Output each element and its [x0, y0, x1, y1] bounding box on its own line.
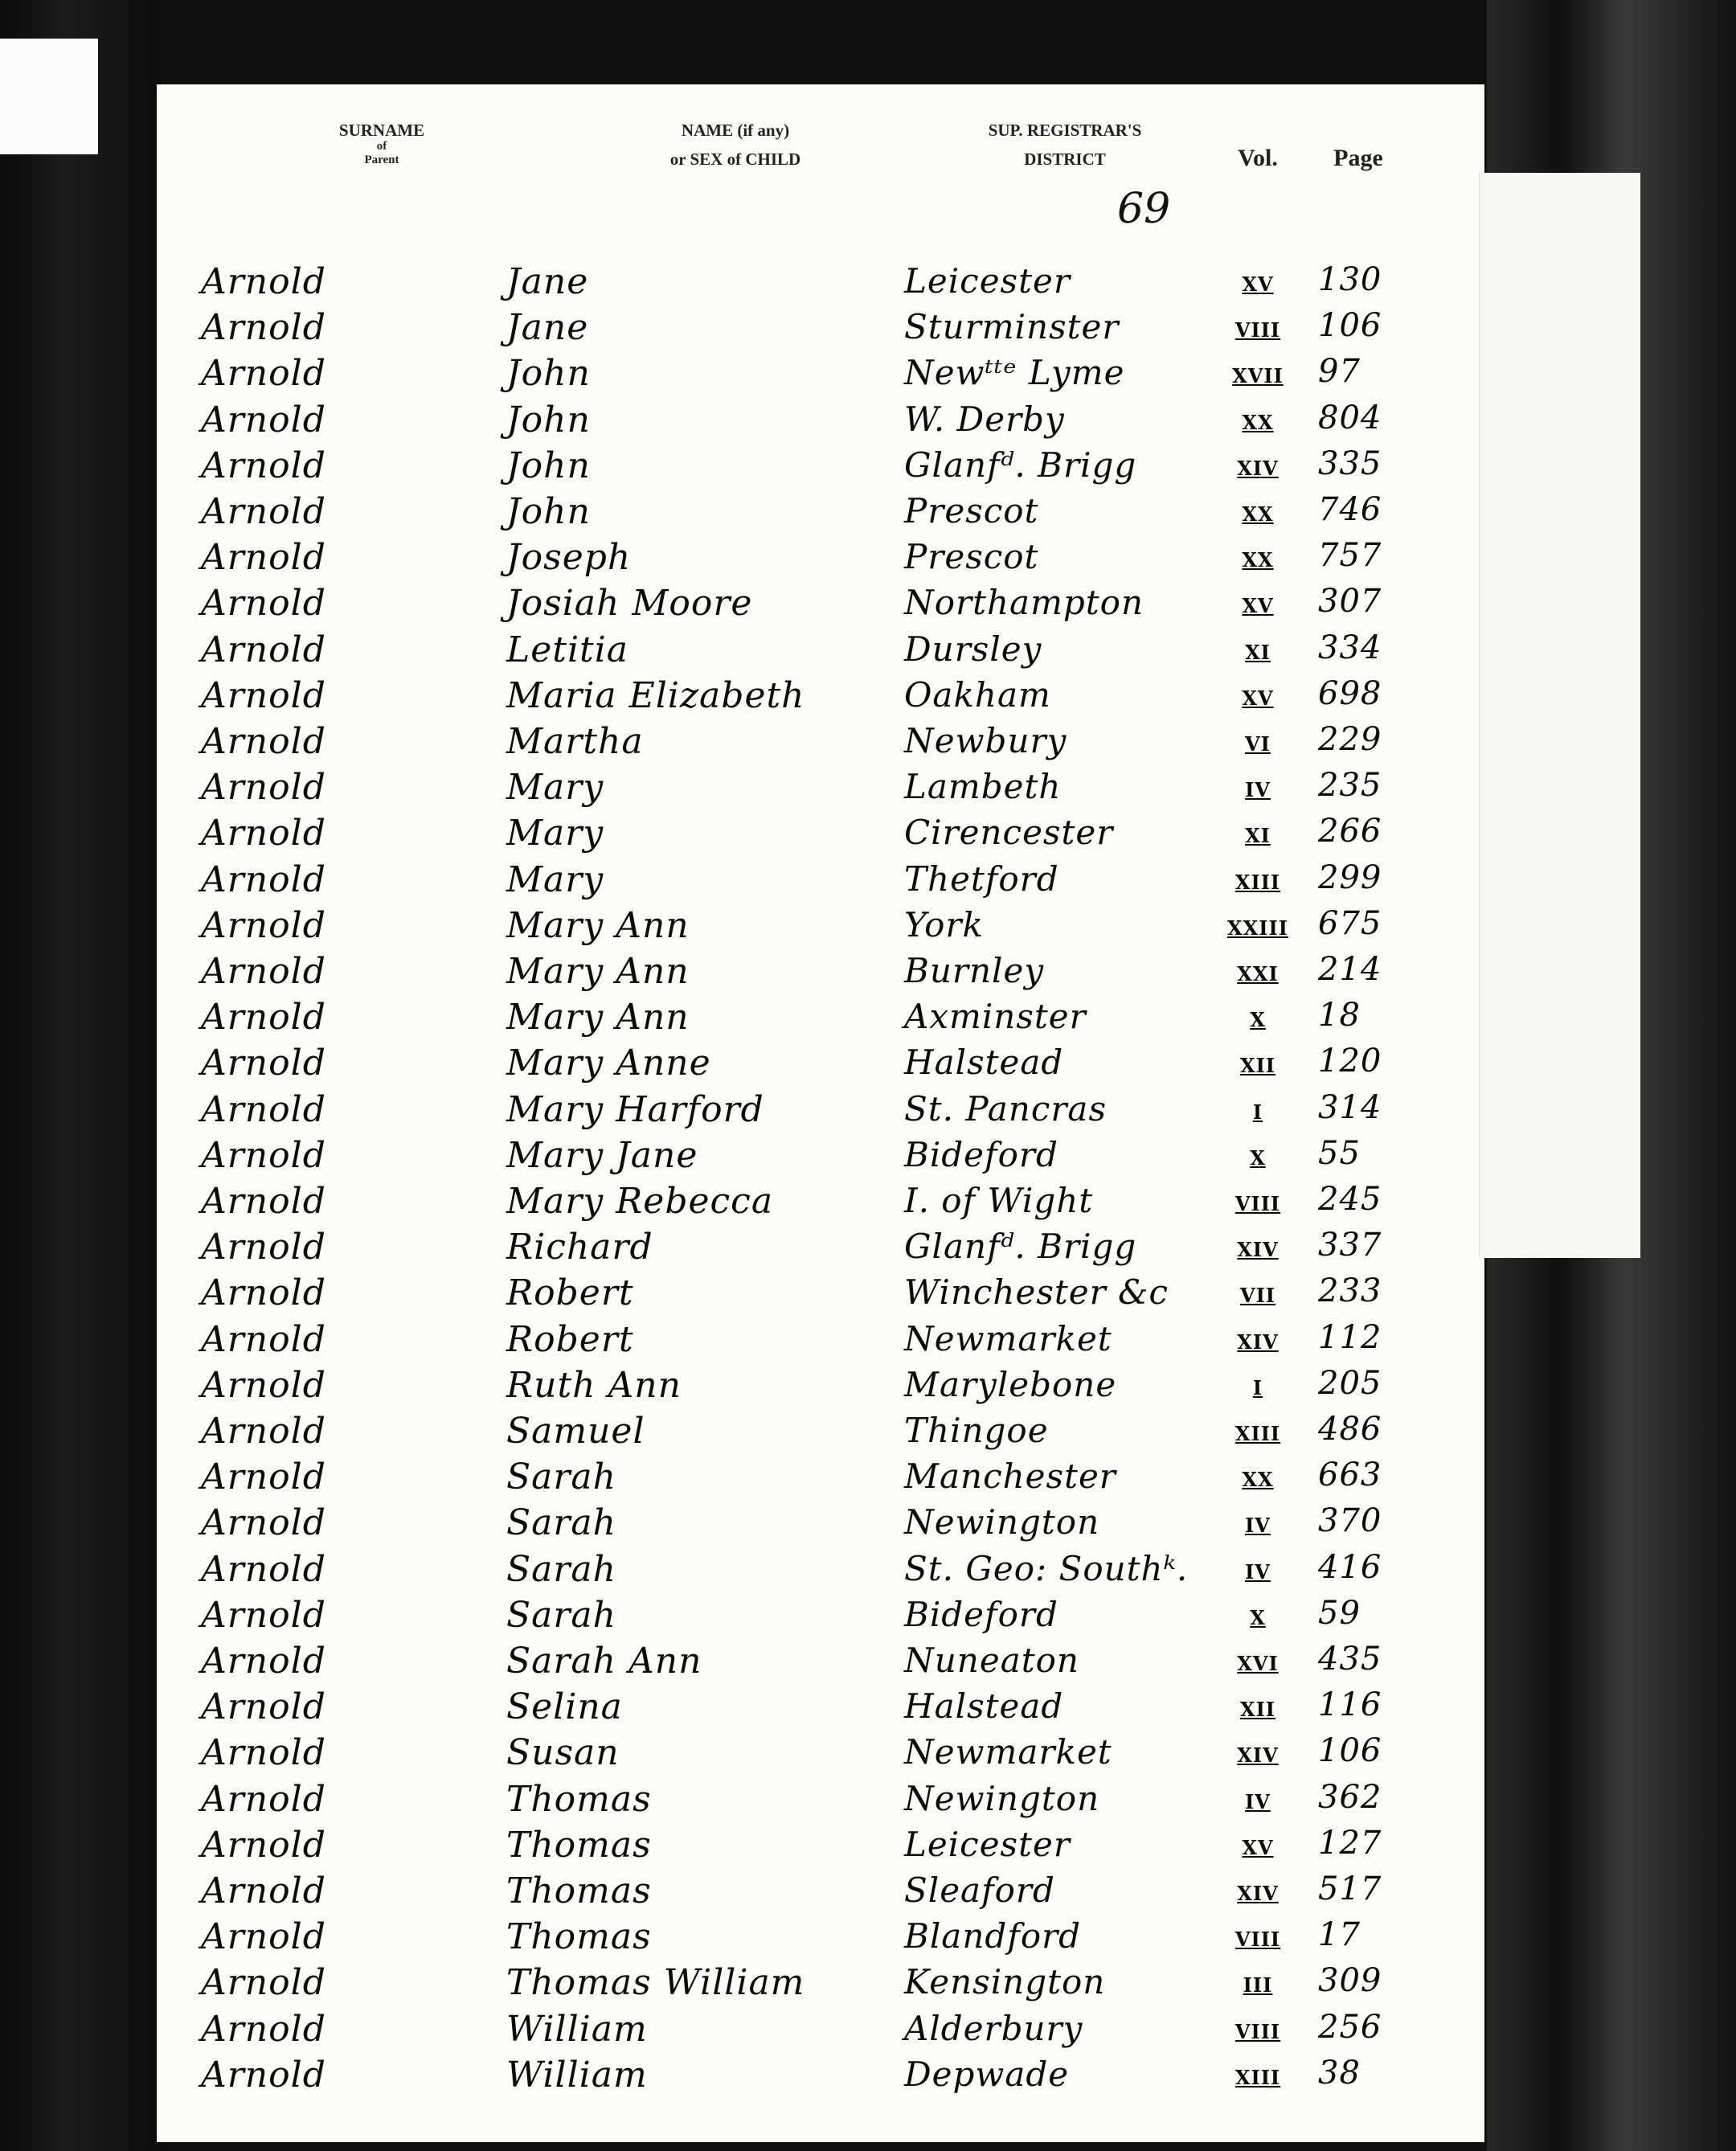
surname-cell: Arnold [201, 1088, 326, 1130]
table-row [157, 1135, 1484, 1181]
surname-cell: Arnold [201, 721, 326, 762]
name-cell: Selina [506, 1686, 623, 1728]
page-cell: 314 [1318, 1088, 1382, 1126]
district-cell: W. Derby [904, 399, 1065, 439]
page-cell: 334 [1318, 629, 1382, 666]
vol-cell: IV [1245, 1514, 1271, 1538]
header-district [944, 121, 1185, 169]
surname-cell: Arnold [201, 1962, 326, 2004]
vol-cell: XV [1242, 272, 1274, 296]
vol-cell: VII [1239, 1284, 1276, 1308]
vol-cell: XI [1245, 824, 1271, 848]
vol-cell: XIV [1237, 1882, 1279, 1905]
name-cell: Robert [506, 1272, 634, 1314]
vol-cell: I [1252, 1100, 1263, 1124]
page-cell: 517 [1318, 1870, 1382, 1907]
surname-cell: Arnold [201, 2008, 326, 2050]
page-cell: 127 [1318, 1824, 1382, 1862]
vol-cell: X [1250, 1145, 1266, 1170]
district-cell: Cirencester [904, 813, 1114, 853]
page-cell: 416 [1318, 1548, 1382, 1586]
vol-cell: XX [1242, 1468, 1274, 1492]
district-cell: Bideford [904, 1594, 1058, 1634]
district-cell: Dursley [904, 629, 1042, 669]
name-cell: Sarah Ann [506, 1641, 702, 1682]
table-row [157, 1089, 1484, 1135]
name-cell: Thomas William [506, 1962, 805, 2004]
table-row [157, 1502, 1484, 1548]
district-cell: I. of Wight [904, 1181, 1094, 1220]
name-cell: John [506, 399, 591, 440]
table-row [157, 1227, 1484, 1272]
surname-cell: Arnold [201, 1227, 326, 1268]
district-cell: Lambeth [904, 767, 1062, 807]
page-cell: 256 [1318, 2008, 1382, 2046]
table-row [157, 307, 1484, 353]
surname-cell: Arnold [201, 951, 326, 992]
page-cell: 309 [1318, 1962, 1382, 2000]
surname-cell: Arnold [201, 1916, 326, 1958]
name-cell: John [506, 445, 591, 486]
name-cell: Susan [506, 1732, 620, 1774]
name-cell: Jane [506, 307, 589, 349]
district-cell: Newmarket [904, 1732, 1112, 1772]
header-surname [293, 121, 470, 168]
table-row [157, 721, 1484, 767]
page-cell: 245 [1318, 1181, 1382, 1218]
page-cell: 55 [1318, 1134, 1361, 1172]
name-cell: Jane [506, 261, 589, 302]
name-cell: Mary [506, 767, 604, 809]
name-cell: Sarah [506, 1548, 616, 1590]
vol-cell: XX [1242, 502, 1274, 526]
table-row [157, 1181, 1484, 1227]
vol-cell: XII [1239, 1054, 1276, 1078]
vol-cell: IV [1245, 1789, 1271, 1813]
header-name-line1: NAME (if any) [681, 121, 790, 140]
district-cell: Halstead [904, 1686, 1064, 1727]
page-cell: 362 [1318, 1778, 1382, 1816]
vol-cell: XII [1239, 1698, 1276, 1722]
vol-cell: VIII [1234, 2019, 1281, 2043]
vol-cell: IV [1245, 1559, 1271, 1584]
vol-cell: VIII [1234, 1192, 1281, 1215]
district-cell: Halstead [904, 1043, 1064, 1083]
surname-cell: Arnold [201, 1364, 326, 1406]
header-surname-line3: Parent [364, 154, 399, 167]
district-cell: Alderbury [904, 2008, 1083, 2048]
table-row [157, 1319, 1484, 1365]
surname-cell: Arnold [201, 307, 326, 349]
district-cell: Bideford [904, 1134, 1058, 1174]
surname-cell: Arnold [201, 1870, 326, 1911]
table-row [157, 537, 1484, 583]
page-cell: 38 [1318, 2054, 1361, 2092]
surname-cell: Arnold [201, 1181, 326, 1222]
table-row [157, 1825, 1484, 1870]
surname-cell: Arnold [201, 997, 326, 1039]
name-cell: Thomas [506, 1916, 652, 1958]
vol-cell: XI [1245, 640, 1271, 664]
name-cell: Mary [506, 858, 604, 900]
district-cell: Newᵗᵗᵉ Lyme [904, 353, 1125, 393]
table-row [157, 1043, 1484, 1088]
district-cell: Glanfᵈ. Brigg [904, 445, 1137, 485]
district-cell: Sleaford [904, 1870, 1055, 1910]
page-cell: 435 [1318, 1641, 1382, 1678]
surname-cell: Arnold [201, 1594, 326, 1636]
name-cell: Mary Ann [506, 951, 690, 992]
table-row [157, 1962, 1484, 2008]
surname-cell: Arnold [201, 261, 326, 302]
vol-cell: VI [1245, 732, 1271, 756]
surname-cell: Arnold [201, 1686, 326, 1728]
name-cell: Samuel [506, 1411, 645, 1452]
page-cell: 112 [1318, 1318, 1382, 1356]
vol-cell: XIV [1237, 456, 1279, 480]
surname-cell: Arnold [201, 1778, 326, 1820]
vol-cell: XV [1242, 1835, 1274, 1859]
page-cell: 214 [1318, 951, 1382, 988]
table-row [157, 951, 1484, 997]
name-cell: Thomas [506, 1778, 652, 1820]
page-cell: 757 [1318, 537, 1382, 575]
name-cell: Thomas [506, 1870, 652, 1911]
district-cell: Nuneaton [904, 1641, 1079, 1680]
page-cell: 486 [1318, 1411, 1382, 1448]
district-cell: Axminster [904, 997, 1087, 1037]
page-cell: 299 [1318, 858, 1382, 896]
page-cell: 17 [1318, 1916, 1361, 1954]
header-surname-line2: of [376, 140, 387, 154]
page-cell: 116 [1318, 1686, 1382, 1724]
district-cell: Glanfᵈ. Brigg [904, 1227, 1137, 1267]
surname-cell: Arnold [201, 491, 326, 532]
page-cell: 804 [1318, 399, 1382, 436]
header-page: Page [1333, 145, 1383, 171]
table-row [157, 859, 1484, 905]
page-cell: 233 [1318, 1272, 1382, 1310]
vol-cell: IV [1245, 778, 1271, 802]
table-row [157, 629, 1484, 675]
district-cell: Leicester [904, 1824, 1071, 1864]
page-cell: 106 [1318, 307, 1382, 345]
name-cell: Thomas [506, 1824, 652, 1866]
page-cell: 235 [1318, 767, 1382, 805]
table-row [157, 583, 1484, 629]
table-row [157, 1641, 1484, 1686]
page-fold [1479, 173, 1640, 1258]
table-row [157, 675, 1484, 721]
page-cell: 205 [1318, 1364, 1382, 1402]
district-cell: Newington [904, 1778, 1100, 1818]
table-row [157, 1779, 1484, 1825]
name-cell: Robert [506, 1318, 634, 1360]
district-cell: Thingoe [904, 1411, 1049, 1450]
table-row [157, 1549, 1484, 1595]
name-cell: Sarah [506, 1594, 616, 1636]
district-cell: Sturminster [904, 307, 1120, 347]
district-cell: Newmarket [904, 1318, 1112, 1358]
vol-cell: XIV [1237, 1330, 1279, 1354]
district-cell: Winchester &c [904, 1272, 1169, 1313]
surname-cell: Arnold [201, 1272, 326, 1314]
vol-cell: X [1250, 1008, 1266, 1032]
vol-cell: XX [1242, 410, 1274, 434]
table-row [157, 491, 1484, 537]
name-cell: John [506, 353, 591, 395]
page-cell: 698 [1318, 674, 1382, 712]
table-row [157, 1457, 1484, 1502]
table-row [157, 997, 1484, 1043]
film-label [0, 39, 98, 154]
header-name [607, 121, 864, 169]
vol-cell: XIV [1237, 1743, 1279, 1768]
vol-cell: XX [1242, 548, 1274, 572]
page-cell: 130 [1318, 261, 1382, 298]
page-cell: 120 [1318, 1043, 1382, 1080]
name-cell: Mary [506, 813, 604, 854]
surname-cell: Arnold [201, 1411, 326, 1452]
table-row [157, 1916, 1484, 1962]
header-surname-line1: SURNAME [338, 121, 425, 140]
page-cell: 335 [1318, 445, 1382, 482]
table-row [157, 353, 1484, 399]
surname-cell: Arnold [201, 767, 326, 809]
district-cell: Leicester [904, 261, 1071, 301]
name-cell: Richard [506, 1227, 653, 1268]
table-row [157, 2009, 1484, 2055]
vol-cell: XXIII [1227, 916, 1288, 940]
vol-cell: XIII [1234, 870, 1281, 894]
vol-cell: XV [1242, 594, 1274, 618]
district-cell: Marylebone [904, 1364, 1117, 1404]
vol-cell: XV [1242, 686, 1274, 710]
district-cell: St. Geo: Southᵏ. [904, 1548, 1189, 1588]
name-cell: Josiah Moore [506, 583, 753, 625]
table-row [157, 905, 1484, 951]
surname-cell: Arnold [201, 537, 326, 579]
table-row [157, 445, 1484, 491]
district-cell: Prescot [904, 537, 1039, 577]
name-cell: William [506, 2008, 648, 2050]
vol-cell: XXI [1237, 962, 1279, 985]
surname-cell: Arnold [201, 353, 326, 395]
surname-cell: Arnold [201, 904, 326, 946]
name-cell: Ruth Ann [506, 1364, 682, 1406]
surname-cell: Arnold [201, 1732, 326, 1774]
district-cell: Depwade [904, 2054, 1070, 2094]
name-cell: Mary Ann [506, 904, 690, 946]
name-cell: Mary Rebecca [506, 1181, 774, 1222]
page-cell: 229 [1318, 721, 1382, 758]
header-district-line2: DISTRICT [1024, 150, 1106, 170]
surname-cell: Arnold [201, 813, 326, 854]
name-cell: Martha [506, 721, 644, 762]
vol-cell: XIII [1234, 2065, 1281, 2089]
district-cell: Newington [904, 1502, 1100, 1543]
surname-cell: Arnold [201, 2054, 326, 2096]
page-cell: 663 [1318, 1457, 1382, 1494]
page-cell: 337 [1318, 1227, 1382, 1264]
surname-cell: Arnold [201, 858, 326, 900]
table-row [157, 399, 1484, 445]
surname-cell: Arnold [201, 629, 326, 670]
table-row [157, 1595, 1484, 1641]
page-cell: 746 [1318, 491, 1382, 528]
page-cell: 59 [1318, 1594, 1361, 1632]
page-cell: 266 [1318, 813, 1382, 850]
surname-cell: Arnold [201, 674, 326, 716]
name-cell: Letitia [506, 629, 628, 670]
district-cell: Northampton [904, 583, 1144, 623]
header-district-line1: SUP. REGISTRAR'S [988, 121, 1142, 140]
district-cell: Burnley [904, 951, 1045, 990]
name-cell: Mary Anne [506, 1043, 711, 1084]
surname-cell: Arnold [201, 1134, 326, 1176]
district-cell: Thetford [904, 858, 1059, 899]
table-row [157, 1686, 1484, 1732]
page-cell: 675 [1318, 904, 1382, 942]
surname-cell: Arnold [201, 445, 326, 486]
district-cell: Oakham [904, 674, 1051, 715]
surname-cell: Arnold [201, 583, 326, 625]
page-cell: 106 [1318, 1732, 1382, 1770]
surname-cell: Arnold [201, 1824, 326, 1866]
district-cell: Blandford [904, 1916, 1082, 1956]
vol-cell: XVII [1232, 364, 1284, 388]
district-cell: Prescot [904, 491, 1039, 531]
district-cell: Manchester [904, 1457, 1116, 1497]
page-cell: 97 [1318, 353, 1361, 391]
name-cell: Joseph [506, 537, 632, 579]
table-row [157, 1365, 1484, 1411]
microfilm-border-left [0, 0, 161, 2151]
district-cell: St. Pancras [904, 1088, 1108, 1129]
name-cell: Sarah [506, 1502, 616, 1544]
surname-cell: Arnold [201, 1043, 326, 1084]
name-cell: Mary Jane [506, 1134, 698, 1176]
page-cell: 18 [1318, 997, 1361, 1035]
district-number: 69 [1117, 185, 1171, 233]
table-row [157, 813, 1484, 858]
surname-cell: Arnold [201, 1548, 326, 1590]
vol-cell: III [1243, 1973, 1273, 1997]
table-row [157, 1411, 1484, 1457]
district-cell: Kensington [904, 1962, 1106, 2002]
surname-cell: Arnold [201, 1318, 326, 1360]
page-cell: 370 [1318, 1502, 1382, 1540]
register-page [157, 84, 1484, 2142]
surname-cell: Arnold [201, 1457, 326, 1498]
vol-cell: VIII [1234, 1928, 1281, 1952]
district-cell: Newbury [904, 721, 1067, 760]
table-row [157, 2055, 1484, 2100]
name-cell: William [506, 2054, 648, 2096]
table-row [157, 767, 1484, 813]
vol-cell: XVI [1237, 1652, 1279, 1675]
name-cell: Mary Harford [506, 1088, 764, 1130]
vol-cell: XIII [1234, 1422, 1281, 1445]
table-row [157, 1272, 1484, 1318]
name-cell: Maria Elizabeth [506, 674, 805, 716]
name-cell: John [506, 491, 591, 532]
vol-cell: XIV [1237, 1238, 1279, 1262]
district-cell: York [904, 904, 984, 944]
surname-cell: Arnold [201, 1502, 326, 1544]
table-row [157, 1732, 1484, 1778]
surname-cell: Arnold [201, 399, 326, 440]
name-cell: Mary Ann [506, 997, 690, 1039]
surname-cell: Arnold [201, 1641, 326, 1682]
name-cell: Sarah [506, 1457, 616, 1498]
vol-cell: VIII [1234, 318, 1281, 342]
vol-cell: X [1250, 1605, 1266, 1629]
page-cell: 307 [1318, 583, 1382, 621]
header-name-line2: or SEX of CHILD [669, 150, 801, 170]
vol-cell: I [1252, 1375, 1263, 1399]
table-row [157, 1870, 1484, 1916]
table-row [157, 261, 1484, 307]
header-vol: Vol. [1238, 145, 1278, 171]
